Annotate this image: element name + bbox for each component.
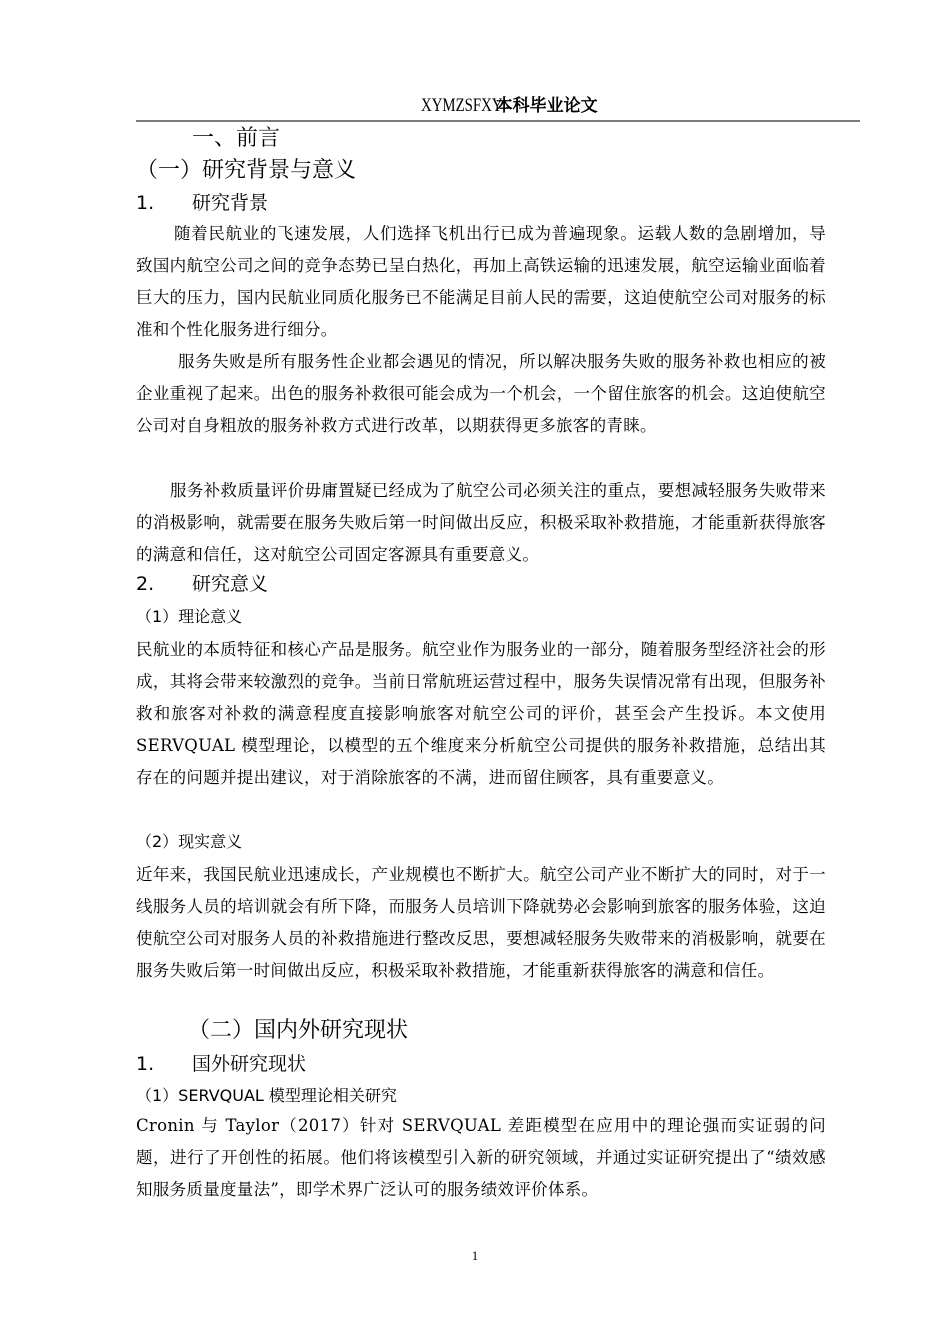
subsection-heading-2-1 [136, 1050, 826, 1078]
sub-heading-practical: （2）现实意义 [136, 832, 243, 851]
heading-number: 1. [136, 192, 155, 214]
heading-title: 国外研究现状 [192, 1053, 307, 1075]
heading-number: 2. [136, 573, 155, 595]
subsection-heading-1-1 [136, 189, 826, 217]
heading-title: 研究意义 [192, 573, 269, 595]
paragraph-background-2: 服务失败是所有服务性企业都会遇见的情况，所以解决服务失败的服务补救也相应的被企业重视了起来。出色的服务补救很可能会成为一个机会，一个留住旅客的机会。这迫使航空公司对自身粗放的服务补救方式进行改革，以期获得更多旅客的青睐。 [136, 352, 826, 435]
chapter-heading: 一、前言 [192, 126, 281, 151]
paragraph-servqual: Cronin 与 Taylor（2017）针对 SERVQUAL 差距模型在应用中的理论强而实证弱的问题，进行了开创性的拓展。他们将该模型引入新的研究领域，并通过实证研究提出了“绩效感知服务质量度量法”，即学术界广泛认可的服务绩效评价体系。 [136, 1116, 826, 1199]
heading-title: 研究背景 [192, 192, 269, 214]
heading-number: 1. [136, 1053, 155, 1075]
page-number: 1 [471, 1248, 479, 1263]
subsection-heading-1-2 [136, 570, 826, 598]
header-title: 本科毕业论文 [495, 96, 598, 116]
paragraph-background-1: 随着民航业的飞速发展，人们选择飞机出行已成为普遍现象。运载人数的急剧增加，导致国内航空公司之间的竞争态势已呈白热化，再加上高铁运输的迅速发展，航空运输业面临着巨大的压力，国内民航业同质化服务已不能满足目前人民的需要，这迫使航空公司对服务的标准和个性化服务进行细分。 [136, 224, 826, 339]
paragraph-background-3: 服务补救质量评价毋庸置疑已经成为了航空公司必须关注的重点，要想减轻服务失败带来的消极影响，就需要在服务失败后第一时间做出反应，积极采取补救措施，才能重新获得旅客的满意和信任，这对航空公司固定客源具有重要意义。 [136, 481, 826, 564]
paragraph-practical: 近年来，我国民航业迅速成长，产业规模也不断扩大。航空公司产业不断扩大的同时，对于一线服务人员的培训就会有所下降，而服务人员培训下降就势必会影响到旅客的服务体验，这迫使航空公司对服务人员的补救措施进行整改反思，要想减轻服务失败带来的消极影响，就要在服务失败后第一时间做出反应，积极采取补救措施，才能重新获得旅客的满意和信任。 [136, 865, 826, 980]
sub-heading-servqual: （1）SERVQUAL 模型理论相关研究 [136, 1086, 397, 1105]
header-school-code: XYMZSFXY [421, 95, 503, 116]
section-heading-1: （一）研究背景与意义 [136, 158, 357, 183]
sub-heading-theoretical: （1）理论意义 [136, 607, 243, 626]
section-heading-2: （二）国内外研究现状 [188, 1018, 409, 1043]
page-header [136, 94, 860, 122]
paragraph-theoretical: 民航业的本质特征和核心产品是服务。航空业作为服务业的一部分，随着服务型经济社会的形成，其将会带来较激烈的竞争。当前日常航班运营过程中，服务失误情况常有出现，但服务补救和旅客对补救的满意程度直接影响旅客对航空公司的评价，甚至会产生投诉。本文使用 SERVQUAL 模型理论，以模型的五个维度来分析航空公司提供的服务补救措施，总结出其存在的问题并提出建议，对于消除旅客的不满，进而留住顾客，具有重要意义。 [136, 640, 826, 787]
